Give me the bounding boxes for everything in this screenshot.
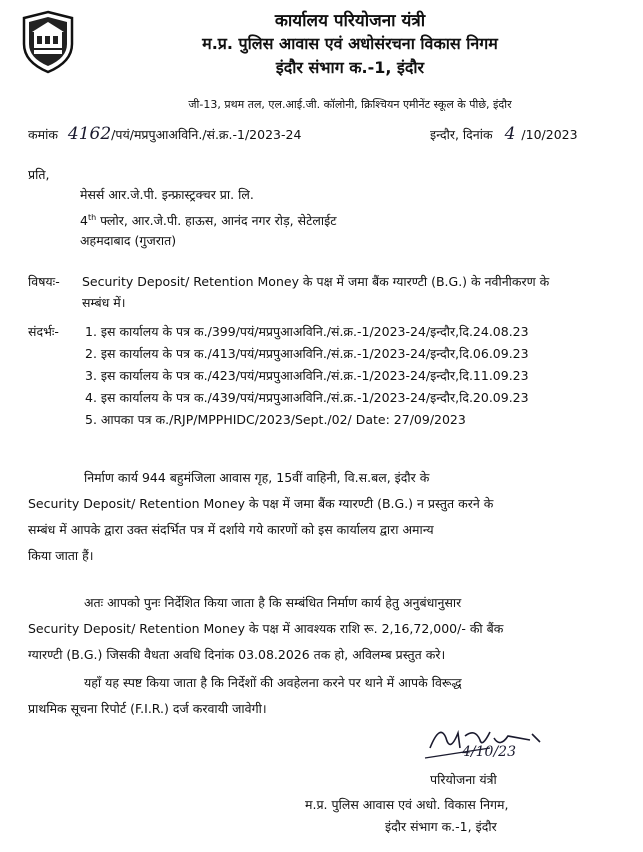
date-rest: /10/2023 [521,127,578,142]
office-address: जी-13, प्रथम तल, एल.आई.जी. कॉलोनी, क्रिश्चियन एमीनेंट स्कूल के पीछे, इंदौर [188,98,512,111]
signatory-division: इंदौर संभाग क.-1, इंदौर [385,819,497,834]
para3-line: यहाँ यह स्पष्ट किया जाता है कि निर्देशों की अवहेलना करने पर थाने में आपके विरूद्ध [84,675,462,690]
signatory-org: म.प्र. पुलिस आवास एवं अधो. विकास निगम, [305,797,509,812]
reference-item: 5. आपका पत्र क./RJP/MPPHIDC/2023/Sept./02/ Date: 27/09/2023 [85,412,466,427]
office-title: कार्यालय परियोजना यंत्री [274,11,426,31]
body-paragraph-1 [28,465,628,569]
addr-rest: फ्लोर, आर.जे.पी. हाऊस, आनंद नगर रोड़, सेटेलाईट [96,213,337,229]
signatory-title: परियोजना यंत्री [430,772,497,787]
organization-emblem [20,10,76,74]
recipient-city: अहमदाबाद (गुजरात) [80,233,177,248]
reference-item: 2. इस कार्यालय के पत्र क./413/पयं/मप्रपुआअविनि./सं.क्र.-1/2023-24/इन्दौर,दि.06.09.23 [85,346,529,361]
para1-line: निर्माण कार्य 944 बहुमंजिला आवास गृह, 15वीं वाहिनी, वि.स.बल, इंदौर के [84,470,430,485]
addr-floor: 4 [80,213,88,229]
para3-line: प्राथमिक सूचना रिपोर्ट (F.I.R.) दर्ज करवायी जावेगी। [28,701,267,716]
handwritten-signature [420,718,560,768]
para1-line: किया जाता हैं। [28,548,94,563]
para1-line: Security Deposit/ Retention Money के पक्ष में जमा बैंक ग्यारण्टी (B.G.) न प्रस्तुत करने के [28,496,494,511]
subject-line-2: सम्बंध में। [82,295,126,310]
para2-line: ग्यारण्टी (B.G.) जिसकी वैधता अवधि दिनांक 03.08.2026 तक हो, अविलम्ब प्रस्तुत करे। [28,647,446,662]
signature-date: 4/10/23 [462,744,516,760]
para2-line: अतः आपको पुनः निर्देशित किया जाता है कि सम्बंधित निर्माण कार्य हेतु अनुबंधानुसार [84,595,462,610]
reference-item: 1. इस कार्यालय के पत्र क./399/पयं/मप्रपुआअविनि./सं.क्र.-1/2023-24/इन्दौर,दि.24.08.23 [85,324,529,339]
recipient-prati: प्रति, [28,167,50,182]
addr-sup: th [87,213,97,222]
ref-label: कमांक [28,127,58,142]
recipient-address [80,209,337,230]
recipient-name: मेसर्स आर.जे.पी. इन्फ्रास्ट्रक्चर प्रा. लि. [80,187,254,202]
para2-line: Security Deposit/ Retention Money के पक्ष में आवश्यक राशि रू. 2,16,72,000/- की बैंक [28,621,504,636]
references-label: संदर्भः- [28,324,59,339]
subject-label: विषयः- [28,274,60,289]
ref-suffix: /पयं/मप्रपुआअविनि./सं.क्र.-1/2023-24 [111,127,302,142]
ref-number-handwritten: 4162 [67,124,112,144]
para1-line: सम्बंध में आपके द्वारा उक्त संदर्भित पत्र में दर्शाये गये कारणों को इस कार्यालय द्वारा अमान्य [28,522,434,537]
date-line [430,125,640,144]
date-label: इन्दौर, दिनांक [430,127,493,142]
body-paragraph-2 [28,590,628,668]
reference-item: 4. इस कार्यालय के पत्र क./439/पयं/मप्रपुआअविनि./सं.क्र.-1/2023-24/इन्दौर,दि.20.09.23 [85,390,529,405]
body-paragraph-3 [28,670,628,722]
date-day-handwritten: 4 [504,124,516,144]
references-list [85,323,640,433]
subject-line-1: Security Deposit/ Retention Money के पक्ष में जमा बैंक ग्यारण्टी (B.G.) के नवीनीकरण के [82,274,550,289]
division-name: इंदौर संभाग क.-1, इंदौर [275,58,425,77]
corporation-name: म.प्र. पुलिस आवास एवं अधोसंरचना विकास निगम [202,34,498,53]
reference-item: 3. इस कार्यालय के पत्र क./423/पयं/मप्रपुआअविनि./सं.क्र.-1/2023-24/इन्दौर,दि.11.09.23 [85,368,529,383]
